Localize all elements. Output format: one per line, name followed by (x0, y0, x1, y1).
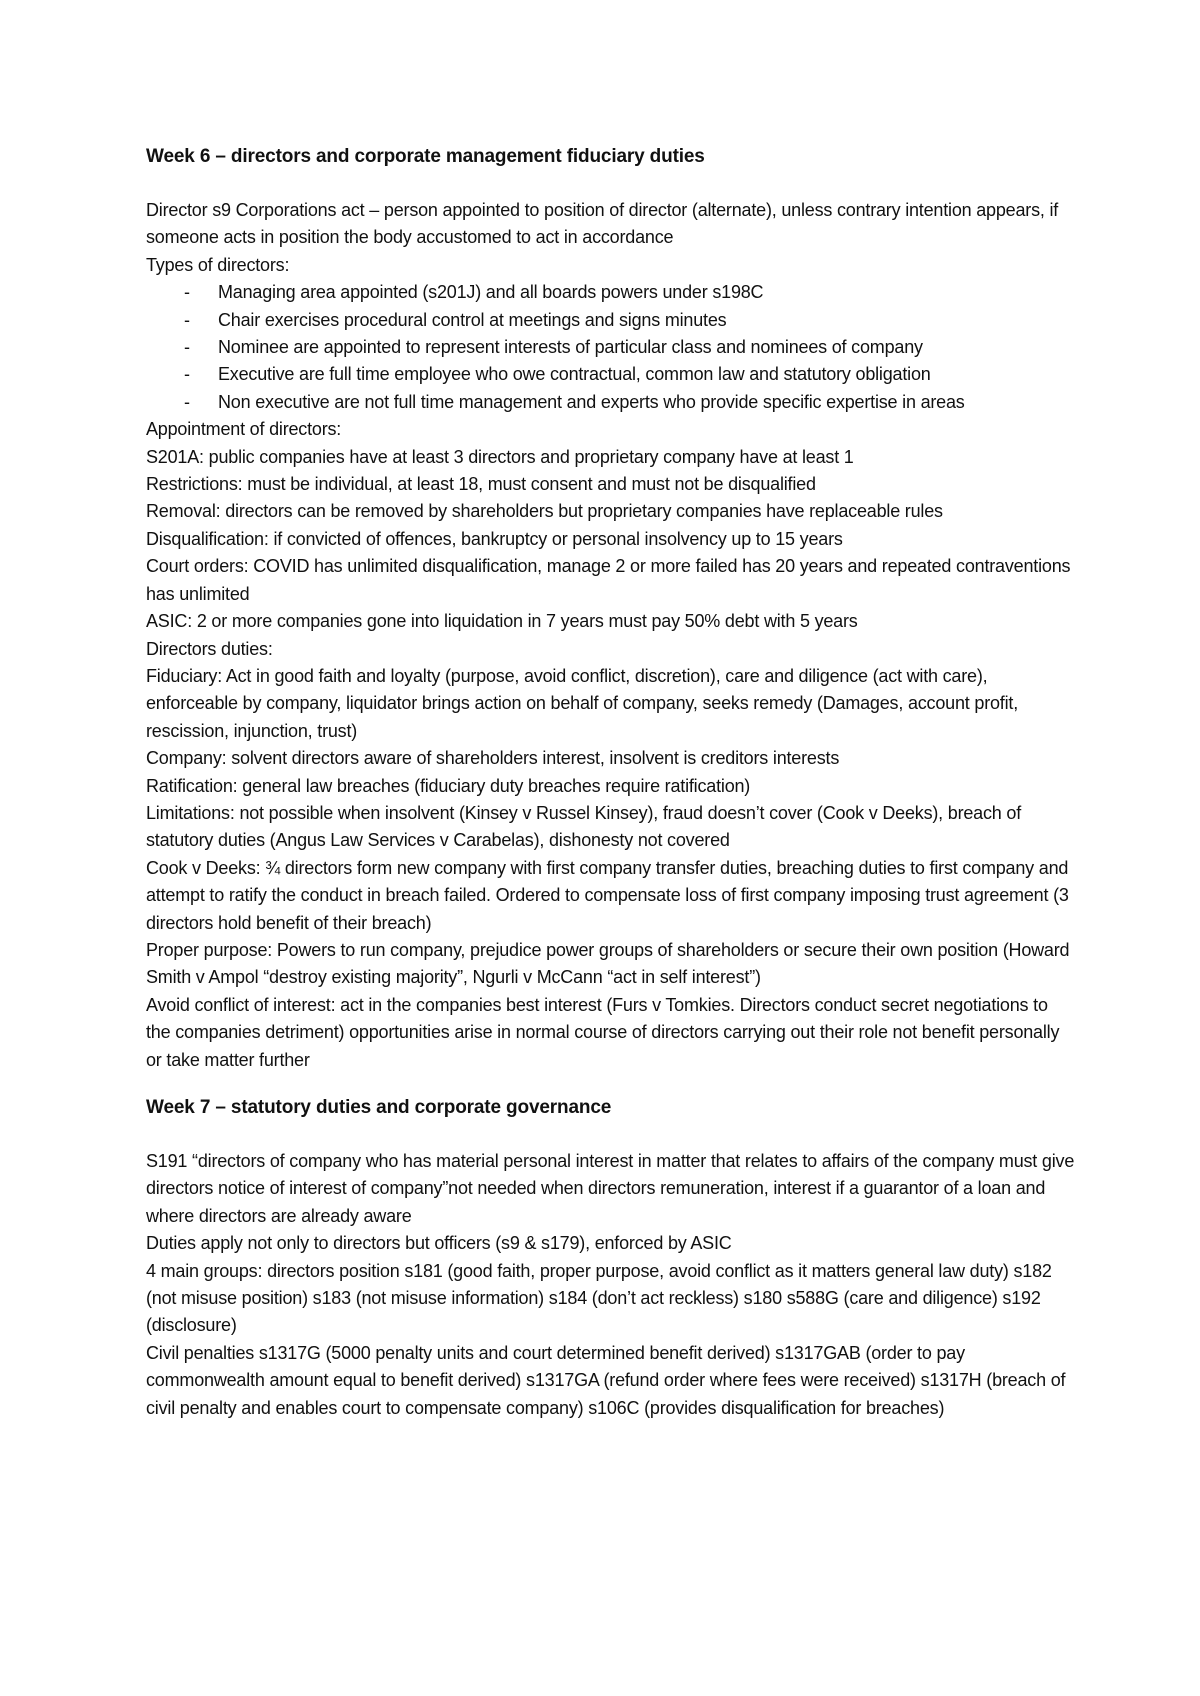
paragraph: Court orders: COVID has unlimited disqualification, manage 2 or more failed has 20 years and repeated contraventions has unlimited (146, 556, 1071, 604)
paragraph: S191 “directors of company who has material personal interest in matter that relates to affairs of the company must give directors notice of interest of company”not needed when directors remuneration, interest if a guarantor of a loan and where directors are already aware (146, 1151, 1075, 1226)
types-label: Types of directors: (146, 254, 290, 275)
spacer (146, 1074, 1076, 1094)
list-item: - Executive are full time employee who owe contractual, common law and statutory obligation (146, 361, 1076, 388)
document-page (146, 143, 1076, 1422)
paragraph: Fiduciary: Act in good faith and loyalty (purpose, avoid conflict, discretion), care and diligence (act with care), enforceable by company, liquidator brings action on behalf of company, seeks remedy (Damages, account profit, rescission, injunction, trust) (146, 665, 1019, 741)
paragraph: Company: solvent directors aware of shareholders interest, insolvent is creditors interests (146, 748, 840, 769)
paragraph: Ratification: general law breaches (fiduciary duty breaches require ratification) (146, 775, 751, 796)
paragraph: ASIC: 2 or more companies gone into liquidation in 7 years must pay 50% debt with 5 years (146, 611, 858, 632)
dash-bullet-icon: - (184, 391, 190, 412)
week6-intro: Director s9 Corporations act – person appointed to position of director (alternate), unless contrary intention appears, if someone acts in position the body accustomed to act in accordance (146, 200, 1059, 248)
paragraph: Removal: directors can be removed by shareholders but proprietary companies have replaceable rules (146, 501, 943, 522)
list-item: - Chair exercises procedural control at meetings and signs minutes (146, 307, 1076, 334)
paragraph: Avoid conflict of interest: act in the companies best interest (Furs v Tomkies. Directors conduct secret negotiations to the companies detriment) opportunities arise in normal course of directors carrying out their role not benefit personally or take matter further (146, 994, 1060, 1070)
dash-bullet-icon: - (184, 309, 190, 330)
paragraph: 4 main groups: directors position s181 (good faith, proper purpose, avoid conflict as it matters general law duty) s182 (not misuse position) s183 (not misuse information) s184 (don’t act reckless) s180 s588G (care and diligence) s192 (disclosure) (146, 1260, 1052, 1336)
paragraph: Appointment of directors: (146, 419, 342, 440)
paragraph: Directors duties: (146, 638, 273, 659)
week6-heading: Week 6 – directors and corporate management fiduciary duties (146, 146, 705, 167)
list-item: - Non executive are not full time management and experts who provide specific expertise in areas (146, 389, 1076, 416)
paragraph: S201A: public companies have at least 3 directors and proprietary company have at least 1 (146, 446, 854, 467)
paragraph: Cook v Deeks: ¾ directors form new company with first company transfer duties, breaching duties to first company and attempt to ratify the conduct in breach failed. Ordered to compensate loss of first company imposing trust agreement (3 directors hold benefit of their breach) (146, 857, 1069, 933)
paragraph: Limitations: not possible when insolvent (Kinsey v Russel Kinsey), fraud doesn’t cover (Cook v Deeks), breach of statutory duties (Angus Law Services v Carabelas), dishonesty not covered (146, 802, 1022, 851)
dash-bullet-icon: - (184, 282, 190, 303)
dash-bullet-icon: - (184, 337, 190, 358)
dash-bullet-icon: - (184, 364, 190, 385)
week7-heading: Week 7 – statutory duties and corporate governance (146, 1097, 612, 1118)
paragraph: Restrictions: must be individual, at least 18, must consent and must not be disqualified (146, 474, 816, 495)
list-item: - Nominee are appointed to represent interests of particular class and nominees of company (146, 334, 1076, 361)
spacer (146, 1121, 1076, 1148)
director-types-list (146, 279, 1076, 416)
list-item: - Managing area appointed (s201J) and all boards powers under s198C (146, 279, 1076, 306)
paragraph: Duties apply not only to directors but officers (s9 & s179), enforced by ASIC (146, 1233, 732, 1254)
paragraph: Proper purpose: Powers to run company, prejudice power groups of shareholders or secure their own position (Howard Smith v Ampol “destroy existing majority”, Ngurli v McCann “act in self interest”) (146, 939, 1070, 988)
paragraph: Civil penalties s1317G (5000 penalty units and court determined benefit derived) s1317GAB (order to pay commonwealth amount equal to benefit derived) s1317GA (refund order where fees were received) s1317H (breach of civil penalty and enables court to compensate company) s106C (provides disqualification for breaches) (146, 1342, 1066, 1418)
paragraph: Disqualification: if convicted of offences, bankruptcy or personal insolvency up to 15 years (146, 528, 843, 549)
spacer (146, 170, 1076, 197)
